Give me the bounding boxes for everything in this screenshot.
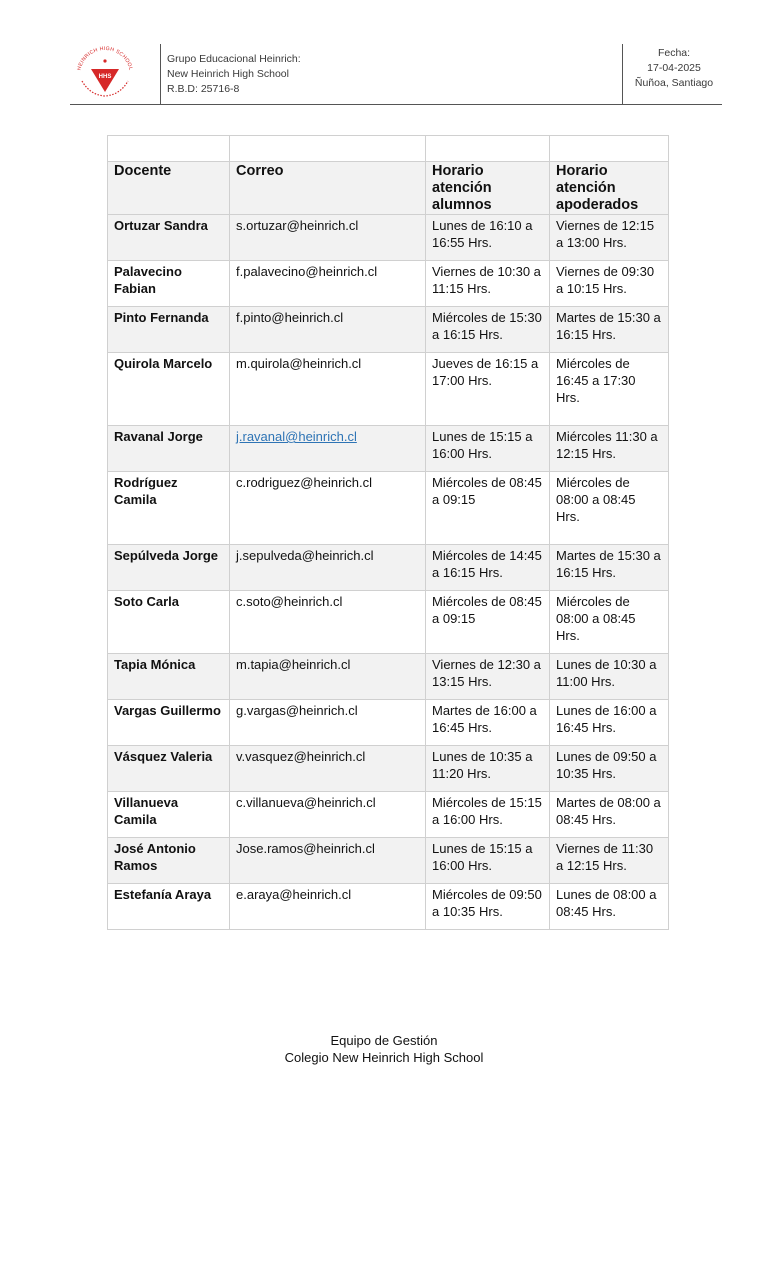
logo-letters: HHS (98, 74, 112, 80)
cell-horario-apoderados: Miércoles de 08:00 a 08:45 Hrs. (550, 472, 669, 545)
cell-correo: f.palavecino@heinrich.cl (230, 261, 426, 307)
cell-docente: Sepúlveda Jorge (108, 545, 230, 591)
cell-docente: Soto Carla (108, 591, 230, 654)
cell-horario-alumnos: Viernes de 10:30 a 11:15 Hrs. (426, 261, 550, 307)
blank-cell (230, 136, 426, 162)
table-row (108, 838, 669, 884)
cell-docente: Rodríguez Camila (108, 472, 230, 545)
table-header-row (108, 162, 669, 215)
org-name: Grupo Educacional Heinrich: (167, 53, 301, 65)
blank-cell (426, 136, 550, 162)
header-correo: Correo (230, 162, 426, 215)
location: Ñuñoa, Santiago (634, 77, 714, 89)
document-header (70, 42, 722, 105)
cell-horario-alumnos: Lunes de 16:10 a 16:55 Hrs. (426, 215, 550, 261)
cell-horario-alumnos: Lunes de 15:15 a 16:00 Hrs. (426, 838, 550, 884)
cell-correo: e.araya@heinrich.cl (230, 884, 426, 930)
header-divider-right (622, 44, 623, 104)
cell-correo: f.pinto@heinrich.cl (230, 307, 426, 353)
cell-horario-alumnos: Lunes de 15:15 a 16:00 Hrs. (426, 426, 550, 472)
cell-horario-alumnos: Martes de 16:00 a 16:45 Hrs. (426, 700, 550, 746)
cell-correo (230, 426, 426, 472)
cell-horario-alumnos: Miércoles de 15:30 a 16:15 Hrs. (426, 307, 550, 353)
table-row (108, 700, 669, 746)
svg-text:HEINRICH HIGH SCHOOL (76, 46, 133, 71)
cell-correo: c.villanueva@heinrich.cl (230, 792, 426, 838)
cell-correo: s.ortuzar@heinrich.cl (230, 215, 426, 261)
cell-correo: v.vasquez@heinrich.cl (230, 746, 426, 792)
table-blank-row (108, 136, 669, 162)
footer-school: Colegio New Heinrich High School (284, 1050, 484, 1065)
logo-ring-text: HEINRICH HIGH SCHOOL (76, 45, 134, 72)
cell-horario-apoderados: Lunes de 16:00 a 16:45 Hrs. (550, 700, 669, 746)
cell-horario-apoderados: Viernes de 12:15 a 13:00 Hrs. (550, 215, 669, 261)
cell-horario-alumnos: Miércoles de 09:50 a 10:35 Hrs. (426, 884, 550, 930)
cell-horario-apoderados: Viernes de 11:30 a 12:15 Hrs. (550, 838, 669, 884)
table-row (108, 654, 669, 700)
cell-horario-alumnos: Viernes de 12:30 a 13:15 Hrs. (426, 654, 550, 700)
cell-docente: Vásquez Valeria (108, 746, 230, 792)
cell-horario-apoderados: Viernes de 09:30 a 10:15 Hrs. (550, 261, 669, 307)
date-label: Fecha: (657, 47, 691, 59)
table-row (108, 792, 669, 838)
school-rbd: R.B.D: 25716-8 (167, 83, 240, 95)
cell-docente: José Antonio Ramos (108, 838, 230, 884)
blank-cell (108, 136, 230, 162)
cell-correo: c.rodriguez@heinrich.cl (230, 472, 426, 545)
table-row (108, 545, 669, 591)
cell-horario-apoderados: Miércoles de 16:45 a 17:30 Hrs. (550, 353, 669, 426)
cell-correo: Jose.ramos@heinrich.cl (230, 838, 426, 884)
header-horario-apoderados: Horario atención apoderados (550, 162, 669, 215)
cell-docente: Ortuzar Sandra (108, 215, 230, 261)
school-logo-icon (70, 45, 140, 97)
table-row (108, 472, 669, 545)
date-block (626, 46, 722, 91)
table-row (108, 307, 669, 353)
cell-horario-alumnos: Lunes de 10:35 a 11:20 Hrs. (426, 746, 550, 792)
cell-docente: Quirola Marcelo (108, 353, 230, 426)
cell-horario-apoderados: Martes de 15:30 a 16:15 Hrs. (550, 307, 669, 353)
email-link[interactable]: j.ravanal@heinrich.cl (236, 429, 357, 444)
cell-horario-apoderados: Martes de 15:30 a 16:15 Hrs. (550, 545, 669, 591)
cell-horario-alumnos: Jueves de 16:15 a 17:00 Hrs. (426, 353, 550, 426)
blank-cell (550, 136, 669, 162)
cell-horario-apoderados: Lunes de 10:30 a 11:00 Hrs. (550, 654, 669, 700)
table-row (108, 746, 669, 792)
table-row (108, 261, 669, 307)
cell-correo: m.quirola@heinrich.cl (230, 353, 426, 426)
cell-docente: Ravanal Jorge (108, 426, 230, 472)
document-footer (0, 1032, 768, 1066)
table-row (108, 353, 669, 426)
cell-horario-apoderados: Martes de 08:00 a 08:45 Hrs. (550, 792, 669, 838)
school-name: New Heinrich High School (167, 68, 289, 80)
footer-team: Equipo de Gestión (330, 1033, 438, 1048)
cell-horario-apoderados: Lunes de 09:50 a 10:35 Hrs. (550, 746, 669, 792)
cell-correo: j.sepulveda@heinrich.cl (230, 545, 426, 591)
cell-correo: g.vargas@heinrich.cl (230, 700, 426, 746)
organization-block (167, 52, 301, 97)
cell-horario-apoderados: Miércoles de 08:00 a 08:45 Hrs. (550, 591, 669, 654)
table-row (108, 884, 669, 930)
table-row (108, 426, 669, 472)
cell-horario-apoderados: Miércoles 11:30 a 12:15 Hrs. (550, 426, 669, 472)
cell-docente: Estefanía Araya (108, 884, 230, 930)
header-horario-alumnos: Horario atención alumnos (426, 162, 550, 215)
cell-correo: c.soto@heinrich.cl (230, 591, 426, 654)
cell-docente: Villanueva Camila (108, 792, 230, 838)
table-row (108, 215, 669, 261)
teacher-schedule-table (107, 135, 669, 930)
header-docente: Docente (108, 162, 230, 215)
cell-docente: Vargas Guillermo (108, 700, 230, 746)
cell-docente: Pinto Fernanda (108, 307, 230, 353)
header-divider-left (160, 44, 161, 104)
cell-correo: m.tapia@heinrich.cl (230, 654, 426, 700)
cell-horario-apoderados: Lunes de 08:00 a 08:45 Hrs. (550, 884, 669, 930)
date-value: 17-04-2025 (647, 62, 701, 74)
cell-docente: Palavecino Fabian (108, 261, 230, 307)
table-row (108, 591, 669, 654)
cell-horario-alumnos: Miércoles de 15:15 a 16:00 Hrs. (426, 792, 550, 838)
cell-docente: Tapia Mónica (108, 654, 230, 700)
cell-horario-alumnos: Miércoles de 14:45 a 16:15 Hrs. (426, 545, 550, 591)
cell-horario-alumnos: Miércoles de 08:45 a 09:15 (426, 591, 550, 654)
cell-horario-alumnos: Miércoles de 08:45 a 09:15 (426, 472, 550, 545)
